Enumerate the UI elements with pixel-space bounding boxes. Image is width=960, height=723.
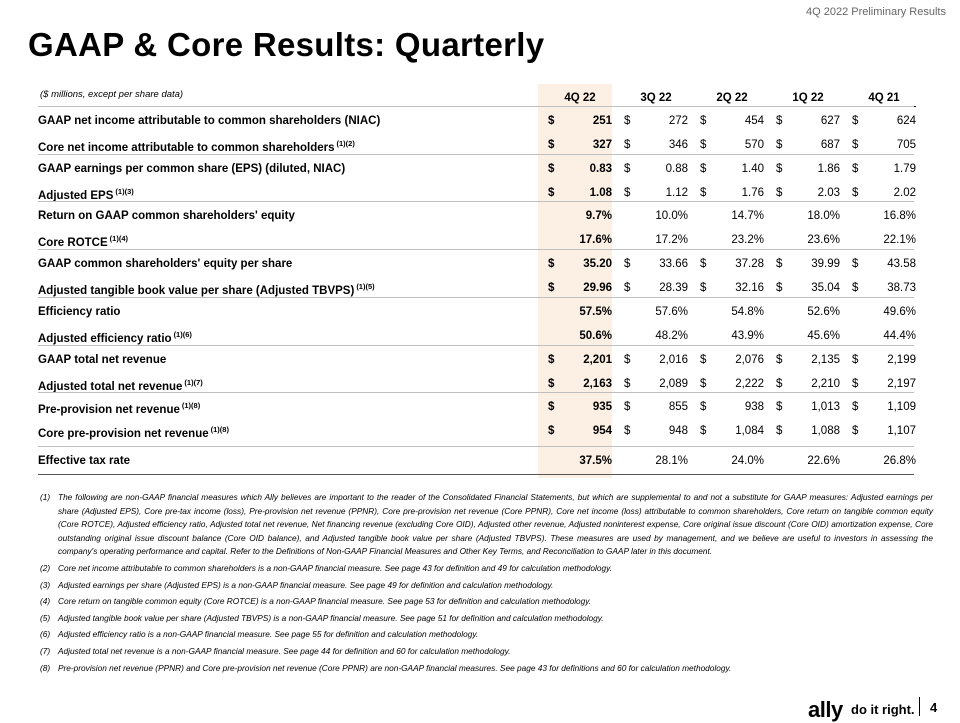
cell-value: 570 xyxy=(744,139,764,151)
currency-symbol: $ xyxy=(700,139,707,151)
row-label xyxy=(38,282,375,297)
cell-value: 23.6% xyxy=(807,234,840,246)
value-cell xyxy=(548,401,612,415)
row-separator xyxy=(38,154,914,155)
currency-symbol: $ xyxy=(548,115,555,127)
footnote-ref: (1)(7) xyxy=(184,378,203,387)
value-cell xyxy=(624,234,688,248)
row-separator xyxy=(38,297,914,298)
table-row xyxy=(38,160,914,180)
currency-symbol: $ xyxy=(548,282,555,294)
currency-symbol: $ xyxy=(548,378,555,390)
footer-divider xyxy=(919,697,920,716)
currency-symbol: $ xyxy=(624,401,631,413)
currency-symbol: $ xyxy=(852,115,859,127)
row-separator xyxy=(38,201,914,202)
cell-value: 57.6% xyxy=(655,306,688,318)
currency-symbol: $ xyxy=(852,425,859,437)
column-header: 1Q 22 xyxy=(776,92,840,107)
value-cell xyxy=(548,163,612,177)
cell-value: 49.6% xyxy=(883,306,916,318)
currency-symbol: $ xyxy=(700,163,707,175)
cell-value: 327 xyxy=(592,139,612,151)
cell-value: 26.8% xyxy=(883,455,916,467)
currency-symbol: $ xyxy=(776,354,783,366)
currency-symbol: $ xyxy=(852,139,859,151)
value-cell xyxy=(548,282,612,296)
cell-value: 2,163 xyxy=(583,378,612,390)
table-row xyxy=(38,112,914,132)
value-cell xyxy=(776,234,840,248)
row-separator xyxy=(38,474,914,475)
currency-symbol: $ xyxy=(624,115,631,127)
row-separator xyxy=(38,446,914,447)
footnote-item xyxy=(40,628,933,642)
cell-value: 1.76 xyxy=(741,187,764,199)
currency-symbol: $ xyxy=(548,401,555,413)
cell-value: 17.6% xyxy=(579,234,612,246)
cell-value: 28.1% xyxy=(655,455,688,467)
value-cell xyxy=(776,139,840,153)
cell-value: 17.2% xyxy=(655,234,688,246)
row-label xyxy=(38,306,120,318)
table-row xyxy=(38,255,914,275)
footnote-number: (7) xyxy=(40,645,51,656)
cell-value: 1.12 xyxy=(665,187,688,199)
value-cell xyxy=(852,425,916,439)
row-label xyxy=(38,163,345,175)
footnote-text: Adjusted tangible book value per share (Adjusted TBVPS) is a non-GAAP financial measure. See page 51 for definition and calculation methodology. xyxy=(58,612,604,623)
cell-value: 954 xyxy=(592,425,612,437)
value-cell xyxy=(700,378,764,392)
value-cell xyxy=(776,425,840,439)
currency-symbol: $ xyxy=(624,258,631,270)
value-cell xyxy=(776,187,840,201)
cell-value: 29.96 xyxy=(583,282,612,294)
currency-symbol: $ xyxy=(548,187,555,199)
footnote-item xyxy=(40,595,933,609)
table-row xyxy=(38,351,914,371)
value-cell xyxy=(624,306,688,320)
footnote-text: Adjusted efficiency ratio is a non-GAAP financial measure. See page 55 for definition and calculation methodology. xyxy=(58,629,479,640)
page-title: GAAP & Core Results: Quarterly xyxy=(28,26,545,63)
row-label-text: Adjusted tangible book value per share (Adjusted TBVPS) xyxy=(38,285,355,297)
currency-symbol: $ xyxy=(700,282,707,294)
cell-value: 1,088 xyxy=(811,425,840,437)
footnote-ref: (1)(6) xyxy=(173,330,192,339)
cell-value: 14.7% xyxy=(731,210,764,222)
value-cell xyxy=(776,115,840,129)
row-label-text: Adjusted efficiency ratio xyxy=(38,333,172,345)
table-row xyxy=(38,327,914,347)
row-label xyxy=(38,330,192,345)
cell-value: 855 xyxy=(668,401,688,413)
currency-symbol: $ xyxy=(700,378,707,390)
row-label xyxy=(38,354,166,366)
table-row xyxy=(38,422,914,442)
currency-symbol: $ xyxy=(852,282,859,294)
cell-value: 1.40 xyxy=(741,163,764,175)
cell-value: 2,201 xyxy=(583,354,612,366)
footnote-ref: (1)(4) xyxy=(109,234,128,243)
cell-value: 48.2% xyxy=(655,330,688,342)
cell-value: 935 xyxy=(592,401,612,413)
row-label-text: Adjusted EPS xyxy=(38,190,114,202)
row-label-text: Efficiency ratio xyxy=(38,306,121,318)
value-cell xyxy=(776,378,840,392)
cell-value: 251 xyxy=(592,115,612,127)
cell-value: 35.04 xyxy=(811,282,840,294)
value-cell xyxy=(852,234,916,248)
currency-symbol: $ xyxy=(776,425,783,437)
value-cell xyxy=(852,139,916,153)
cell-value: 57.5% xyxy=(579,306,612,318)
value-cell xyxy=(776,306,840,320)
cell-value: 37.5% xyxy=(579,455,612,467)
value-cell xyxy=(852,354,916,368)
value-cell xyxy=(700,115,764,129)
cell-value: 37.28 xyxy=(735,258,764,270)
page-number: 4 xyxy=(930,700,938,715)
value-cell xyxy=(852,115,916,129)
currency-symbol: $ xyxy=(852,354,859,366)
cell-value: 35.20 xyxy=(583,258,612,270)
currency-symbol: $ xyxy=(700,115,707,127)
currency-symbol: $ xyxy=(624,187,631,199)
cell-value: 938 xyxy=(744,401,764,413)
footnote-item xyxy=(40,645,933,659)
row-label xyxy=(38,234,128,249)
footnote-item xyxy=(40,612,933,626)
value-cell xyxy=(852,258,916,272)
value-cell xyxy=(548,306,612,320)
cell-value: 39.99 xyxy=(811,258,840,270)
footnote-number: (8) xyxy=(40,662,51,673)
row-label xyxy=(38,187,134,202)
value-cell xyxy=(624,401,688,415)
footnote-number: (2) xyxy=(40,562,51,573)
cell-value: 2,222 xyxy=(735,378,764,390)
row-label-text: Core ROTCE xyxy=(38,237,108,249)
table-row xyxy=(38,452,914,472)
footnote-ref: (1)(3) xyxy=(115,187,134,196)
value-cell xyxy=(548,234,612,248)
footnote-text: The following are non-GAAP financial measures which Ally believes are important to the reader of the Consolidated Financial Statements, but which are supplemental to and not a substitute for GAAP measures: Adjusted earnings per share (Adjusted EPS), Core pre-tax income (loss), Pre-provision net revenue (PPNR), Core pre-provision net revenue (Core PPNR), Core net income (loss) attributable to common shareholders, Core return on tangible common equity (Core ROTCE), Adjusted efficiency ratio, Adjusted total net revenue, Net financing revenue (excluding Core OID), Adjusted other revenue, Adjusted noninterest expense, Core original issue discount (Core OID) amortization expense, Core outstanding original issue discount balance (Core OID balance), and Adjusted tangible book value per share (Adjusted TBVPS). These measures are used by management, and we believe are useful to investors in assessing the company's operating performance and capital. Refer to the Definitions of Non-GAAP Financial Measures and Other Key Terms, and Reconciliation to GAAP later in this document. xyxy=(58,492,933,557)
currency-symbol: $ xyxy=(776,139,783,151)
value-cell xyxy=(776,455,840,469)
currency-symbol: $ xyxy=(776,401,783,413)
value-cell xyxy=(852,306,916,320)
footnote-number: (1) xyxy=(40,492,51,502)
currency-symbol: $ xyxy=(548,139,555,151)
row-label-text: Adjusted total net revenue xyxy=(38,381,183,393)
value-cell xyxy=(624,455,688,469)
value-cell xyxy=(624,139,688,153)
row-label-text: GAAP net income attributable to common shareholders (NIAC) xyxy=(38,115,381,127)
units-note: ($ millions, except per share data) xyxy=(40,89,184,100)
value-cell xyxy=(624,378,688,392)
cell-value: 22.6% xyxy=(807,455,840,467)
value-cell xyxy=(548,330,612,344)
cell-value: 10.0% xyxy=(655,210,688,222)
footnote-item xyxy=(40,662,933,676)
cell-value: 23.2% xyxy=(731,234,764,246)
cell-value: 33.66 xyxy=(659,258,688,270)
value-cell xyxy=(700,234,764,248)
cell-value: 9.7% xyxy=(585,210,612,222)
currency-symbol: $ xyxy=(548,425,555,437)
cell-value: 44.4% xyxy=(883,330,916,342)
currency-symbol: $ xyxy=(624,139,631,151)
value-cell xyxy=(548,425,612,439)
cell-value: 2,135 xyxy=(811,354,840,366)
footnote-ref: (1)(8) xyxy=(181,401,201,410)
cell-value: 627 xyxy=(820,115,840,127)
cell-value: 32.16 xyxy=(735,282,764,294)
value-cell xyxy=(548,258,612,272)
row-label-text: GAAP total net revenue xyxy=(38,354,167,366)
cell-value: 2.02 xyxy=(893,187,916,199)
row-separator xyxy=(38,106,914,107)
value-cell xyxy=(548,378,612,392)
footnotes xyxy=(40,491,933,678)
cell-value: 0.88 xyxy=(665,163,688,175)
cell-value: 2.03 xyxy=(817,187,840,199)
footnote-number: (6) xyxy=(40,629,51,640)
cell-value: 687 xyxy=(820,139,840,151)
value-cell xyxy=(548,139,612,153)
row-label xyxy=(38,115,380,127)
cell-value: 52.6% xyxy=(807,306,840,318)
row-label xyxy=(38,210,295,222)
currency-symbol: $ xyxy=(852,163,859,175)
row-label xyxy=(38,455,130,467)
currency-symbol: $ xyxy=(700,258,707,270)
footnote-ref: (1)(2) xyxy=(336,139,355,148)
table-row xyxy=(38,398,914,418)
cell-value: 50.6% xyxy=(579,330,612,342)
row-label xyxy=(38,378,203,393)
table-row xyxy=(38,231,914,251)
value-cell xyxy=(700,425,764,439)
value-cell xyxy=(624,115,688,129)
cell-value: 1,109 xyxy=(887,401,916,413)
row-label-text: Core net income attributable to common shareholders xyxy=(38,142,335,154)
currency-symbol: $ xyxy=(776,187,783,199)
row-separator xyxy=(38,345,914,346)
value-cell xyxy=(700,354,764,368)
row-label xyxy=(38,258,292,270)
row-label-text: GAAP common shareholders' equity per share xyxy=(38,258,293,270)
value-cell xyxy=(852,378,916,392)
value-cell xyxy=(624,210,688,224)
footnote-text: Adjusted earnings per share (Adjusted EPS) is a non-GAAP financial measure. See page 49 for definition and calculation methodology. xyxy=(58,579,554,590)
value-cell xyxy=(548,455,612,469)
cell-value: 2,210 xyxy=(811,378,840,390)
value-cell xyxy=(624,187,688,201)
value-cell xyxy=(776,354,840,368)
cell-value: 454 xyxy=(744,115,764,127)
row-separator xyxy=(38,392,914,393)
row-label-text: Return on GAAP common shareholders' equity xyxy=(38,210,295,222)
cell-value: 38.73 xyxy=(887,282,916,294)
cell-value: 45.6% xyxy=(807,330,840,342)
value-cell xyxy=(548,210,612,224)
value-cell xyxy=(624,425,688,439)
cell-value: 705 xyxy=(896,139,916,151)
currency-symbol: $ xyxy=(700,401,707,413)
currency-symbol: $ xyxy=(852,187,859,199)
footnote-number: (3) xyxy=(40,579,51,590)
value-cell xyxy=(776,210,840,224)
value-cell xyxy=(776,330,840,344)
cell-value: 2,197 xyxy=(887,378,916,390)
footnote-ref: (1)(8) xyxy=(210,425,229,434)
cell-value: 948 xyxy=(668,425,688,437)
tagline: do it right. xyxy=(851,702,915,717)
value-cell xyxy=(700,210,764,224)
cell-value: 1,107 xyxy=(887,425,916,437)
column-header: 4Q 22 xyxy=(548,92,612,107)
row-separator xyxy=(38,249,914,250)
currency-symbol: $ xyxy=(700,425,707,437)
cell-value: 2,199 xyxy=(887,354,916,366)
cell-value: 2,089 xyxy=(659,378,688,390)
currency-symbol: $ xyxy=(624,163,631,175)
currency-symbol: $ xyxy=(776,282,783,294)
row-label xyxy=(38,139,355,154)
cell-value: 18.0% xyxy=(807,210,840,222)
cell-value: 28.39 xyxy=(659,282,688,294)
footnote-text: Pre-provision net revenue (PPNR) and Core pre-provision net revenue (Core PPNR) are non-GAAP financial measures. See page 43 for definitions and 60 for calculation methodology. xyxy=(58,662,732,673)
value-cell xyxy=(700,187,764,201)
cell-value: 24.0% xyxy=(731,455,764,467)
row-label xyxy=(38,425,229,440)
currency-symbol: $ xyxy=(624,354,631,366)
footnote-ref: (1)(5) xyxy=(356,282,375,291)
table-row xyxy=(38,207,914,227)
value-cell xyxy=(548,115,612,129)
footnote-text: Core net income attributable to common shareholders is a non-GAAP financial measure. See page 43 for definition and 49 for calculation methodology. xyxy=(58,562,612,573)
value-cell xyxy=(700,139,764,153)
cell-value: 54.8% xyxy=(731,306,764,318)
cell-value: 1,084 xyxy=(735,425,764,437)
currency-symbol: $ xyxy=(548,354,555,366)
value-cell xyxy=(624,282,688,296)
footnote-item xyxy=(40,562,933,576)
currency-symbol: $ xyxy=(852,378,859,390)
cell-value: 16.8% xyxy=(883,210,916,222)
value-cell xyxy=(776,163,840,177)
cell-value: 624 xyxy=(896,115,916,127)
value-cell xyxy=(852,401,916,415)
footnote-text: Adjusted total net revenue is a non-GAAP financial measure. See page 44 for definition and 60 for calculation methodology. xyxy=(58,645,511,656)
row-label xyxy=(38,401,200,416)
value-cell xyxy=(624,163,688,177)
value-cell xyxy=(700,258,764,272)
value-cell xyxy=(700,330,764,344)
value-cell xyxy=(548,354,612,368)
currency-symbol: $ xyxy=(548,163,555,175)
value-cell xyxy=(700,163,764,177)
value-cell xyxy=(852,163,916,177)
footnote-item xyxy=(40,579,933,593)
cell-value: 22.1% xyxy=(883,234,916,246)
currency-symbol: $ xyxy=(776,163,783,175)
cell-value: 272 xyxy=(668,115,688,127)
currency-symbol: $ xyxy=(852,401,859,413)
value-cell xyxy=(624,258,688,272)
cell-value: 0.83 xyxy=(589,163,612,175)
currency-symbol: $ xyxy=(548,258,555,270)
value-cell xyxy=(624,330,688,344)
footnote-number: (4) xyxy=(40,596,51,607)
table-row xyxy=(38,136,914,156)
currency-symbol: $ xyxy=(776,115,783,127)
value-cell xyxy=(700,306,764,320)
value-cell xyxy=(548,187,612,201)
table-row xyxy=(38,279,914,299)
footnote-text: Core return on tangible common equity (Core ROTCE) is a non-GAAP financial measure. See page 53 for definition and calculation methodology. xyxy=(58,596,592,607)
value-cell xyxy=(852,187,916,201)
cell-value: 1,013 xyxy=(811,401,840,413)
cell-value: 43.9% xyxy=(731,330,764,342)
cell-value: 1.08 xyxy=(589,187,612,199)
column-header: 2Q 22 xyxy=(700,92,764,107)
report-label: 4Q 2022 Preliminary Results xyxy=(805,6,946,18)
currency-symbol: $ xyxy=(852,258,859,270)
column-header: 3Q 22 xyxy=(624,92,688,107)
row-label-text: GAAP earnings per common share (EPS) (diluted, NIAC) xyxy=(38,163,346,175)
currency-symbol: $ xyxy=(776,378,783,390)
cell-value: 43.58 xyxy=(887,258,916,270)
row-label-text: Effective tax rate xyxy=(38,455,131,467)
value-cell xyxy=(700,282,764,296)
footnote-item xyxy=(40,491,933,559)
value-cell xyxy=(700,455,764,469)
cell-value: 1.79 xyxy=(893,163,916,175)
row-label-text: Pre-provision net revenue xyxy=(38,404,180,416)
cell-value: 1.86 xyxy=(817,163,840,175)
value-cell xyxy=(852,210,916,224)
value-cell xyxy=(624,354,688,368)
value-cell xyxy=(776,401,840,415)
value-cell xyxy=(776,258,840,272)
table-row xyxy=(38,303,914,323)
currency-symbol: $ xyxy=(700,354,707,366)
value-cell xyxy=(700,401,764,415)
ally-logo: ally xyxy=(808,697,843,722)
cell-value: 2,076 xyxy=(735,354,764,366)
footnote-number: (5) xyxy=(40,612,51,623)
currency-symbol: $ xyxy=(624,378,631,390)
currency-symbol: $ xyxy=(776,258,783,270)
currency-symbol: $ xyxy=(624,425,631,437)
value-cell xyxy=(776,282,840,296)
currency-symbol: $ xyxy=(624,282,631,294)
cell-value: 346 xyxy=(668,139,688,151)
column-header: 4Q 21 xyxy=(852,92,916,107)
value-cell xyxy=(852,455,916,469)
cell-value: 2,016 xyxy=(659,354,688,366)
currency-symbol: $ xyxy=(700,187,707,199)
value-cell xyxy=(852,282,916,296)
value-cell xyxy=(852,330,916,344)
row-label-text: Core pre-provision net revenue xyxy=(38,428,209,440)
